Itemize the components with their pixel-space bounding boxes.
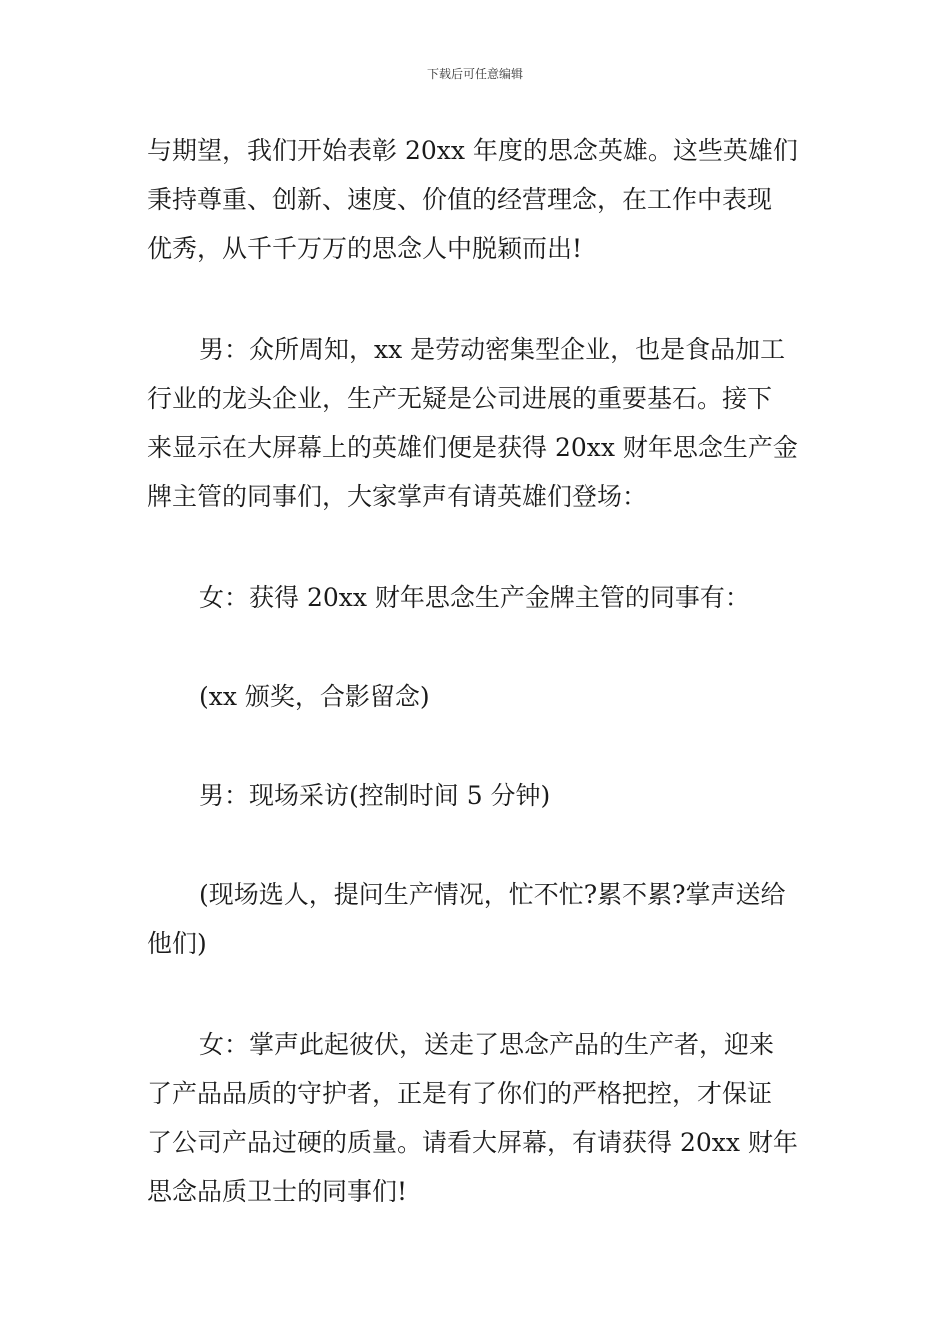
paragraph-interview-note bbox=[147, 870, 807, 968]
text-line: 他们) bbox=[147, 929, 207, 958]
text-line: 行业的龙头企业，生产无疑是公司进展的重要基石。接下 bbox=[147, 384, 773, 413]
paragraph-awards-intro bbox=[147, 126, 807, 273]
text-line: 了公司产品过硬的质量。请看大屏幕，有请获得 20xx 财年 bbox=[147, 1128, 798, 1157]
paragraph-interview bbox=[147, 771, 807, 820]
text-line: 了产品品质的守护者，正是有了你们的严格把控，才保证 bbox=[147, 1079, 773, 1108]
text-line: 牌主管的同事们，大家掌声有请英雄们登场： bbox=[147, 482, 648, 511]
text-line: 与期望，我们开始表彰 20xx 年度的思念英雄。这些英雄们 bbox=[147, 136, 798, 165]
text-line: 优秀，从千千万万的思念人中脱颖而出! bbox=[147, 234, 583, 263]
text-line: 女：掌声此起彼伏，送走了思念产品的生产者，迎来 bbox=[199, 1030, 775, 1059]
text-line: 思念品质卫士的同事们! bbox=[147, 1177, 408, 1206]
text-line: (xx 颁奖，合影留念) bbox=[199, 682, 430, 711]
text-line: 男：众所周知，xx 是劳动密集型企业，也是食品加工 bbox=[199, 335, 786, 364]
document-body bbox=[147, 126, 807, 1216]
paragraph-female-winners bbox=[147, 573, 807, 622]
text-line: 秉持尊重、创新、速度、价值的经营理念，在工作中表现 bbox=[147, 185, 773, 214]
paragraph-male-production bbox=[147, 325, 807, 521]
text-line: 来显示在大屏幕上的英雄们便是获得 20xx 财年思念生产金 bbox=[147, 433, 798, 462]
page-header: 下载后可任意编辑 bbox=[426, 67, 523, 81]
text-line: (现场选人，提问生产情况，忙不忙?累不累?掌声送给 bbox=[199, 880, 786, 909]
paragraph-award-note bbox=[147, 672, 807, 721]
text-line: 女：获得 20xx 财年思念生产金牌主管的同事有： bbox=[199, 583, 750, 612]
paragraph-female-quality bbox=[147, 1020, 807, 1216]
text-line: 男：现场采访(控制时间 5 分钟) bbox=[199, 781, 551, 810]
